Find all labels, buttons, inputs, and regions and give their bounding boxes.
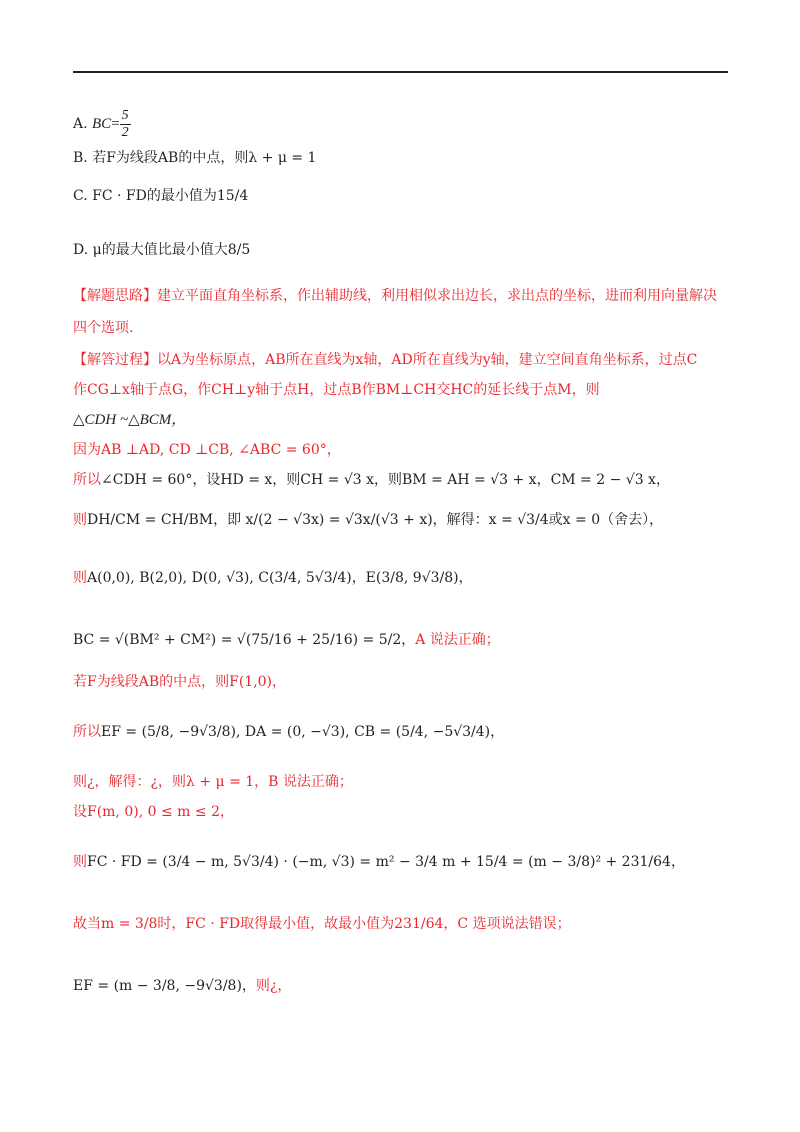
process-text-1: 以A为坐标原点，AB所在直线为x轴，AD所在直线为y轴，建立空间直角坐标系，过点C <box>157 352 698 368</box>
option-a-math: BC= $\frac{5}{2}$ <box>92 108 129 140</box>
bc-verdict: A 说法正确； <box>415 632 500 648</box>
ef-suffix: 则¿， <box>255 978 292 994</box>
so-math: ∠CDH = 60°，设HD = x，则CH = √3 x，则BM = AH = √3 + x，CM = 2 − √3 x， <box>101 472 670 488</box>
lambda-line <box>73 772 353 792</box>
option-c-text: FC · FD的最小值为15/4 <box>92 188 249 204</box>
points-math: A(0,0), B(2,0), D(0, √3), C(3/4, 5√3/4)，E(3/8, 9√3/8)， <box>87 570 473 586</box>
ef-math: EF = (m − 3/8, −9√3/8)， <box>73 978 256 994</box>
min-verdict: C 选项说法错误； <box>457 916 571 932</box>
option-d-text: μ的最大值比最小值大8/5 <box>92 242 251 258</box>
min-text: 故当m = 3/8时，FC · FD取得最小值，故最小值为231/64， <box>73 916 458 932</box>
bc-line <box>73 630 500 650</box>
option-b-text: 若F为线段AB的中点，则λ + μ = 1 <box>92 150 317 166</box>
option-c <box>73 186 248 206</box>
because-line <box>73 440 341 460</box>
similar-triangles <box>73 410 186 430</box>
option-a <box>73 108 131 141</box>
dot-line <box>73 852 685 872</box>
solution-idea-cont <box>73 318 133 338</box>
option-b <box>73 148 316 168</box>
f-midpoint-line <box>73 672 286 692</box>
option-b-label: B. <box>73 150 88 166</box>
lambda-text: 则¿，解得：¿，则λ + μ = 1， <box>73 774 269 790</box>
min-line <box>73 914 571 934</box>
process-text-2: 作CG⊥x轴于点G，作CH⊥y轴于点H，过点B作BM⊥CH交HC的延长线于点M，则 <box>73 382 600 398</box>
dot-math: FC · FD = (3/4 − m, 5√3/4) · (−m, √3) = m² − 3/4 m + 15/4 = (m − 3/8)² + 231/64， <box>87 854 685 870</box>
idea-text-1: 建立平面直角坐标系，作出辅助线，利用相似求出边长，求出点的坐标，进而利用向量解决 <box>157 288 717 304</box>
idea-text-2: 四个选项. <box>73 320 134 336</box>
option-c-label: C. <box>73 188 88 204</box>
vectors-math: EF = (5/8, −9√3/8), DA = (0, −√3), CB = (5/4, −5√3/4)， <box>101 724 505 740</box>
solution-idea <box>73 286 717 306</box>
bc-math: BC = √(BM² + CM²) = √(75/16 + 25/16) = 5/2， <box>73 632 416 648</box>
points-prefix: 则 <box>73 570 87 586</box>
set-f-line <box>73 802 234 822</box>
header-rule <box>73 71 728 73</box>
option-a-label: A. <box>73 115 88 132</box>
ratio-math: DH/CM = CH/BM，即 x/(2 − √3x) = √3x/(√3 + x)，解得：x = √3/4或x = 0（舍去）， <box>87 512 664 528</box>
ef-line <box>73 976 291 996</box>
because-text: 因为AB ⊥AD, CD ⊥CB, ∠ABC = 60°， <box>73 442 341 458</box>
so-prefix: 所以 <box>73 472 101 488</box>
option-d <box>73 240 250 260</box>
set-f-text: 设F(m, 0), 0 ≤ m ≤ 2， <box>73 804 234 820</box>
so-line <box>73 470 670 490</box>
vectors-prefix: 所以 <box>73 724 101 740</box>
process-line-1 <box>73 350 697 370</box>
process-tag: 【解答过程】 <box>73 352 157 368</box>
lambda-verdict: B 说法正确； <box>268 774 353 790</box>
points-line <box>73 568 473 588</box>
idea-tag: 【解题思路】 <box>73 288 157 304</box>
f-midpoint-text: 若F为线段AB的中点，则F(1,0)， <box>73 674 287 690</box>
dot-prefix: 则 <box>73 854 87 870</box>
vectors-line <box>73 722 504 742</box>
similar-triangles-text: △CDH ~△BCM， <box>73 412 187 428</box>
process-line-2 <box>73 380 600 400</box>
option-d-label: D. <box>73 242 89 258</box>
ratio-line <box>73 510 663 530</box>
ratio-prefix: 则 <box>73 512 87 528</box>
